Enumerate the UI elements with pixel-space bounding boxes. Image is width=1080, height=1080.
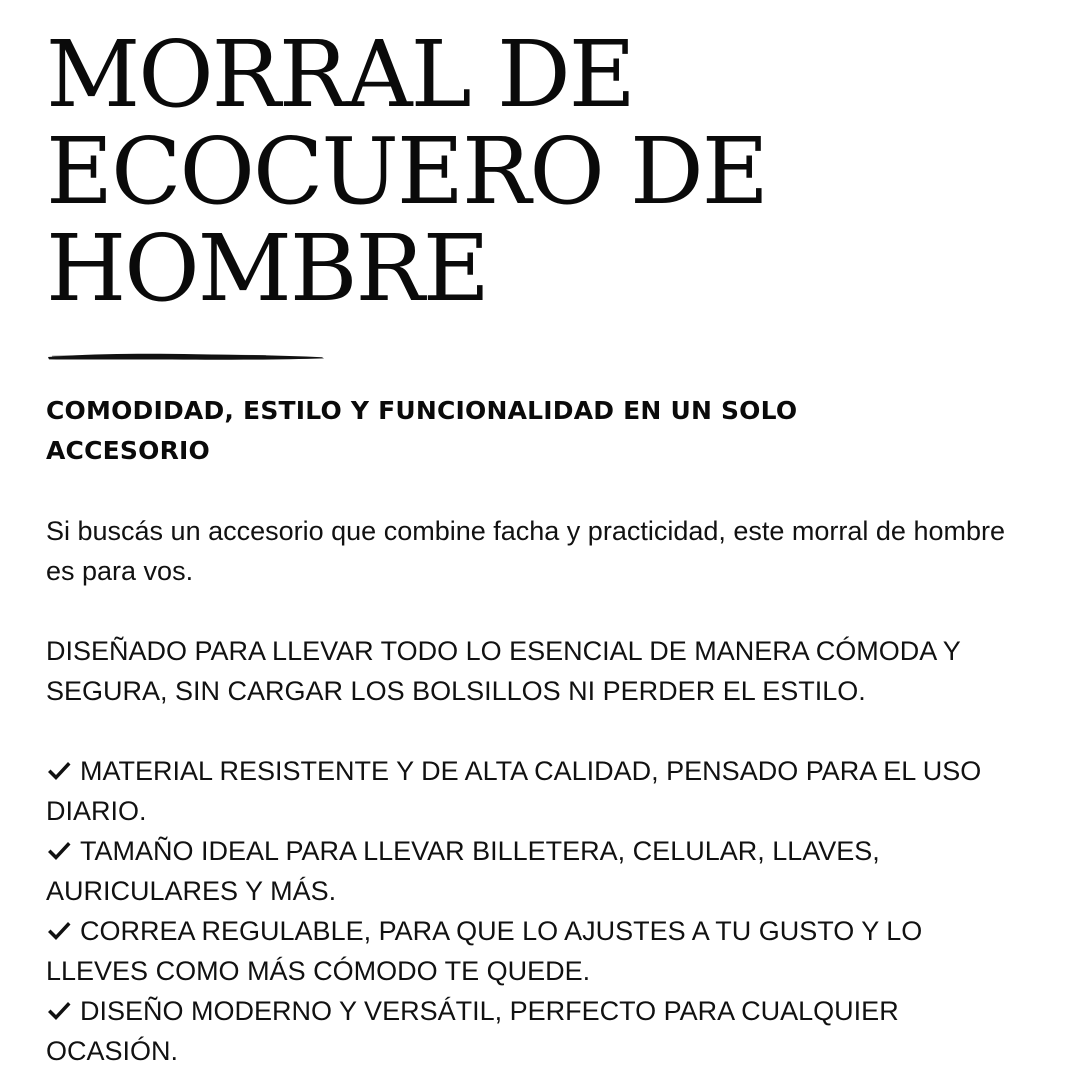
product-title xyxy=(46,0,1034,322)
product-subtitle: COMODIDAD, ESTILO Y FUNCIONALIDAD EN UN SOLO ACCESORIO xyxy=(46,396,798,465)
check-mark-icon xyxy=(46,831,72,871)
list-item xyxy=(46,911,1006,991)
list-item xyxy=(46,831,1006,911)
list-item xyxy=(46,991,1006,1071)
intro-paragraph: Si buscás un accesorio que combine facha y practicidad, este morral de hombre es para vos. xyxy=(46,516,1006,586)
title-line-3: HOMBRE xyxy=(46,215,488,322)
brush-stroke-divider xyxy=(46,351,326,363)
feature-text: TAMAÑO IDEAL PARA LLEVAR BILLETERA, CELULAR, LLAVES, AURICULARES Y MÁS. xyxy=(46,836,880,906)
title-line-2: ECOCUERO DE xyxy=(46,118,767,225)
feature-text: MATERIAL RESISTENTE Y DE ALTA CALIDAD, PENSADO PARA EL USO DIARIO. xyxy=(46,756,982,826)
list-item xyxy=(46,751,1006,831)
check-mark-icon xyxy=(46,751,72,791)
check-mark-icon xyxy=(46,991,72,1031)
check-mark-icon xyxy=(46,911,72,951)
title-line-1: MORRAL DE xyxy=(46,21,634,128)
feature-text: DISEÑO MODERNO Y VERSÁTIL, PERFECTO PARA CUALQUIER OCASIÓN. xyxy=(46,996,899,1066)
lead-paragraph: DISEÑADO PARA LLEVAR TODO LO ESENCIAL DE MANERA CÓMODA Y SEGURA, SIN CARGAR LOS BOLSILLOS NI PERDER EL ESTILO. xyxy=(46,636,961,706)
feature-text: CORREA REGULABLE, PARA QUE LO AJUSTES A TU GUSTO Y LO LLEVES COMO MÁS CÓMODO TE QUEDE. xyxy=(46,916,923,986)
feature-list xyxy=(46,751,1006,1071)
